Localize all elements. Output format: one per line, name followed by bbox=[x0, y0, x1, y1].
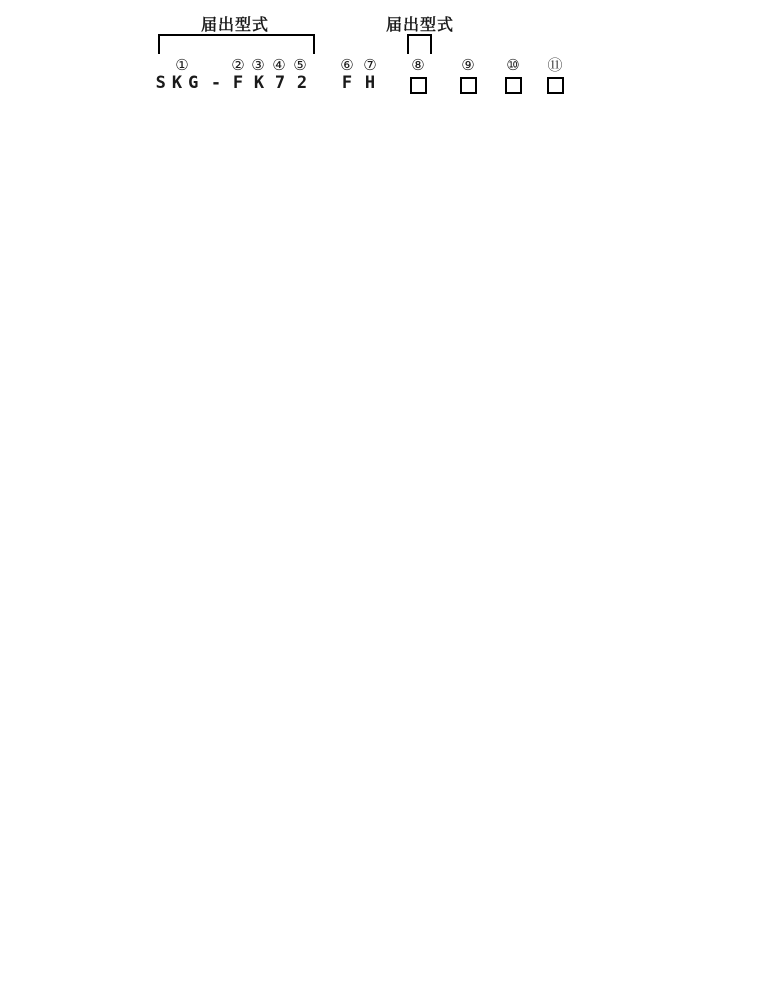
placeholder-box bbox=[460, 77, 477, 94]
position-number-2: ② bbox=[231, 56, 245, 74]
placeholder-box bbox=[505, 77, 522, 94]
notification-model-label-left: 届出型式 bbox=[200, 15, 269, 34]
notification-model-label-right: 届出型式 bbox=[385, 15, 454, 34]
position-number-1: ① bbox=[175, 56, 189, 74]
bracket-position-8 bbox=[407, 34, 432, 54]
code-char: SKG bbox=[155, 73, 205, 93]
position-number-9: ⑨ bbox=[461, 56, 475, 74]
placeholder-box bbox=[410, 77, 427, 94]
code-char: 2 bbox=[296, 73, 308, 93]
code-char: - bbox=[210, 73, 222, 93]
code-char: K bbox=[253, 73, 265, 93]
code-char: F bbox=[341, 73, 353, 93]
code-char: H bbox=[364, 73, 376, 93]
position-number-5: ⑤ bbox=[293, 56, 307, 74]
bracket-positions-1-5 bbox=[158, 34, 315, 54]
position-number-8: ⑧ bbox=[411, 56, 425, 74]
position-number-6: ⑥ bbox=[340, 56, 354, 74]
position-number-10: ⑩ bbox=[506, 56, 520, 74]
position-number-3: ③ bbox=[251, 56, 265, 74]
model-code-diagram bbox=[0, 0, 781, 147]
code-char: F bbox=[232, 73, 244, 93]
position-number-4: ④ bbox=[272, 56, 286, 74]
position-number-11: ⑪ bbox=[547, 56, 563, 74]
code-char: 7 bbox=[274, 73, 286, 93]
position-number-7: ⑦ bbox=[363, 56, 377, 74]
placeholder-box bbox=[547, 77, 564, 94]
